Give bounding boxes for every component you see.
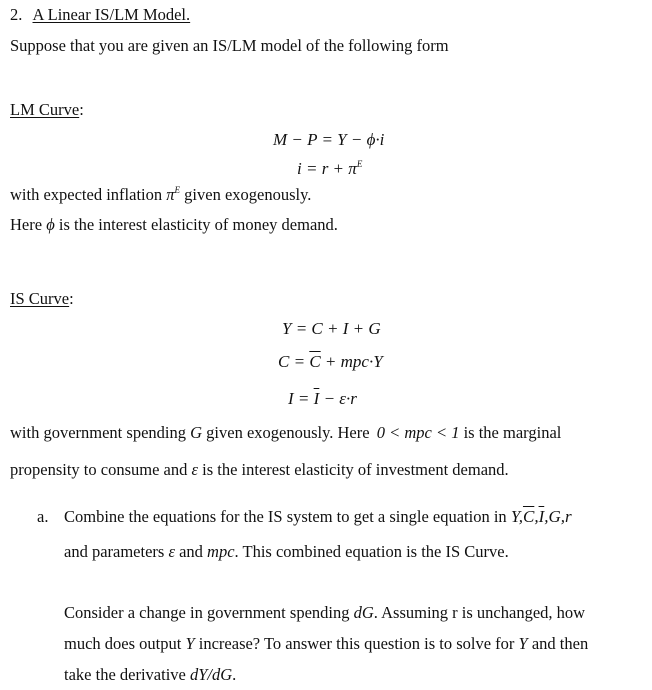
part-a-mpc: mpc [207,542,235,561]
p2-y: Y [185,634,195,653]
is-curve-colon: : [69,289,74,308]
is-equation-1: Y = C + I + G [282,319,381,338]
lm-curve-heading [10,100,84,120]
is-curve-heading [10,289,74,309]
phi-post: is the interest elasticity of money demand. [58,215,338,234]
part-a-line1-pre: Combine the equations for the IS system to get a single equation in [64,507,507,526]
part-a-letter: a. [37,507,49,526]
var-cbar: $\overline{C}$ [522,507,535,526]
pi-sup: E [174,185,181,195]
pi-symbol: π [166,185,175,204]
part-a-p2-line-1 [64,603,585,623]
is-eq3-ibar: $\overline{I}$ [313,389,320,408]
var-sep: , [534,507,539,526]
section-title: A Linear IS/LM Model. [32,5,191,24]
lm-inflation-text [10,180,311,205]
g-symbol: G [190,423,203,442]
p2-derivative: dY/dG [189,665,233,684]
var-ibar: $\overline{I}$ [538,507,545,526]
part-a-and: and [179,542,203,561]
part-a-line2-post: . This combined equation is the IS Curve. [234,542,509,561]
prop-post: is the interest elasticity of investment demand. [202,460,509,479]
p2-y2: Y [518,634,528,653]
section-number: 2. [10,5,23,24]
part-a-line-1 [64,507,572,527]
lm-curve-label: LM Curve [10,100,80,119]
is-curve-label: IS Curve [10,289,70,308]
p2-line2-post: and then [531,634,589,653]
gov-mid: given exogenously. Here [206,423,370,442]
p2-dg: dG [353,603,374,622]
p2-line3-pre: take the derivative [64,665,186,684]
p2-line2-pre: much does output [64,634,182,653]
lm-equation-2-sup: E [356,159,363,169]
part-a-p2-line-2 [64,634,588,654]
var-y: Y, [510,507,523,526]
is-eq2-rhs: + mpc·Y [320,352,383,371]
p2-line1-post: . Assuming r is unchanged, how [373,603,586,622]
is-eq3-lhs: I = [288,389,314,408]
part-a-line2-pre: and parameters [64,542,165,561]
lm-equation-2-body: i = r + π [297,159,357,178]
prop-pre: propensity to consume and [10,460,188,479]
is-eq3-rhs: − ε·r [319,389,357,408]
part-a-p2-line-3 [64,665,236,685]
is-eq2-lhs: C = [278,352,310,371]
intro-text: Suppose that you are given an IS/LM model of the following form [10,36,449,55]
lm-equation-1: M − P = Y − ϕ·i [273,130,385,149]
is-government-text [10,423,561,443]
p2-line1-pre: Consider a change in government spending [64,603,350,622]
lm-curve-colon: : [79,100,84,119]
epsilon-symbol: ε [191,460,198,479]
section-heading [10,5,190,25]
mpc-inequality: 0 < mpc < 1 [376,423,460,442]
phi-pre: Here [10,215,43,234]
lm-phi-text [10,215,338,235]
phi-symbol: ϕ [46,215,55,234]
inflation-pre: with expected inflation [10,185,163,204]
var-rest: ,G,r [544,507,572,526]
p2-line2-mid: increase? To answer this question is to solve for [198,634,515,653]
part-a-line-2 [64,542,509,562]
is-equation-3 [288,389,357,409]
part-a-vars [511,507,572,526]
is-eq2-cbar: $\overline{C}$ [309,352,321,371]
gov-post: is the marginal [463,423,562,442]
lm-equation-2 [297,154,362,179]
p2-line3-post: . [232,665,237,684]
inflation-post: given exogenously. [184,185,312,204]
gov-pre: with government spending [10,423,186,442]
is-propensity-text [10,460,509,480]
is-equation-2 [278,352,383,372]
part-a-epsilon: ε [168,542,175,561]
